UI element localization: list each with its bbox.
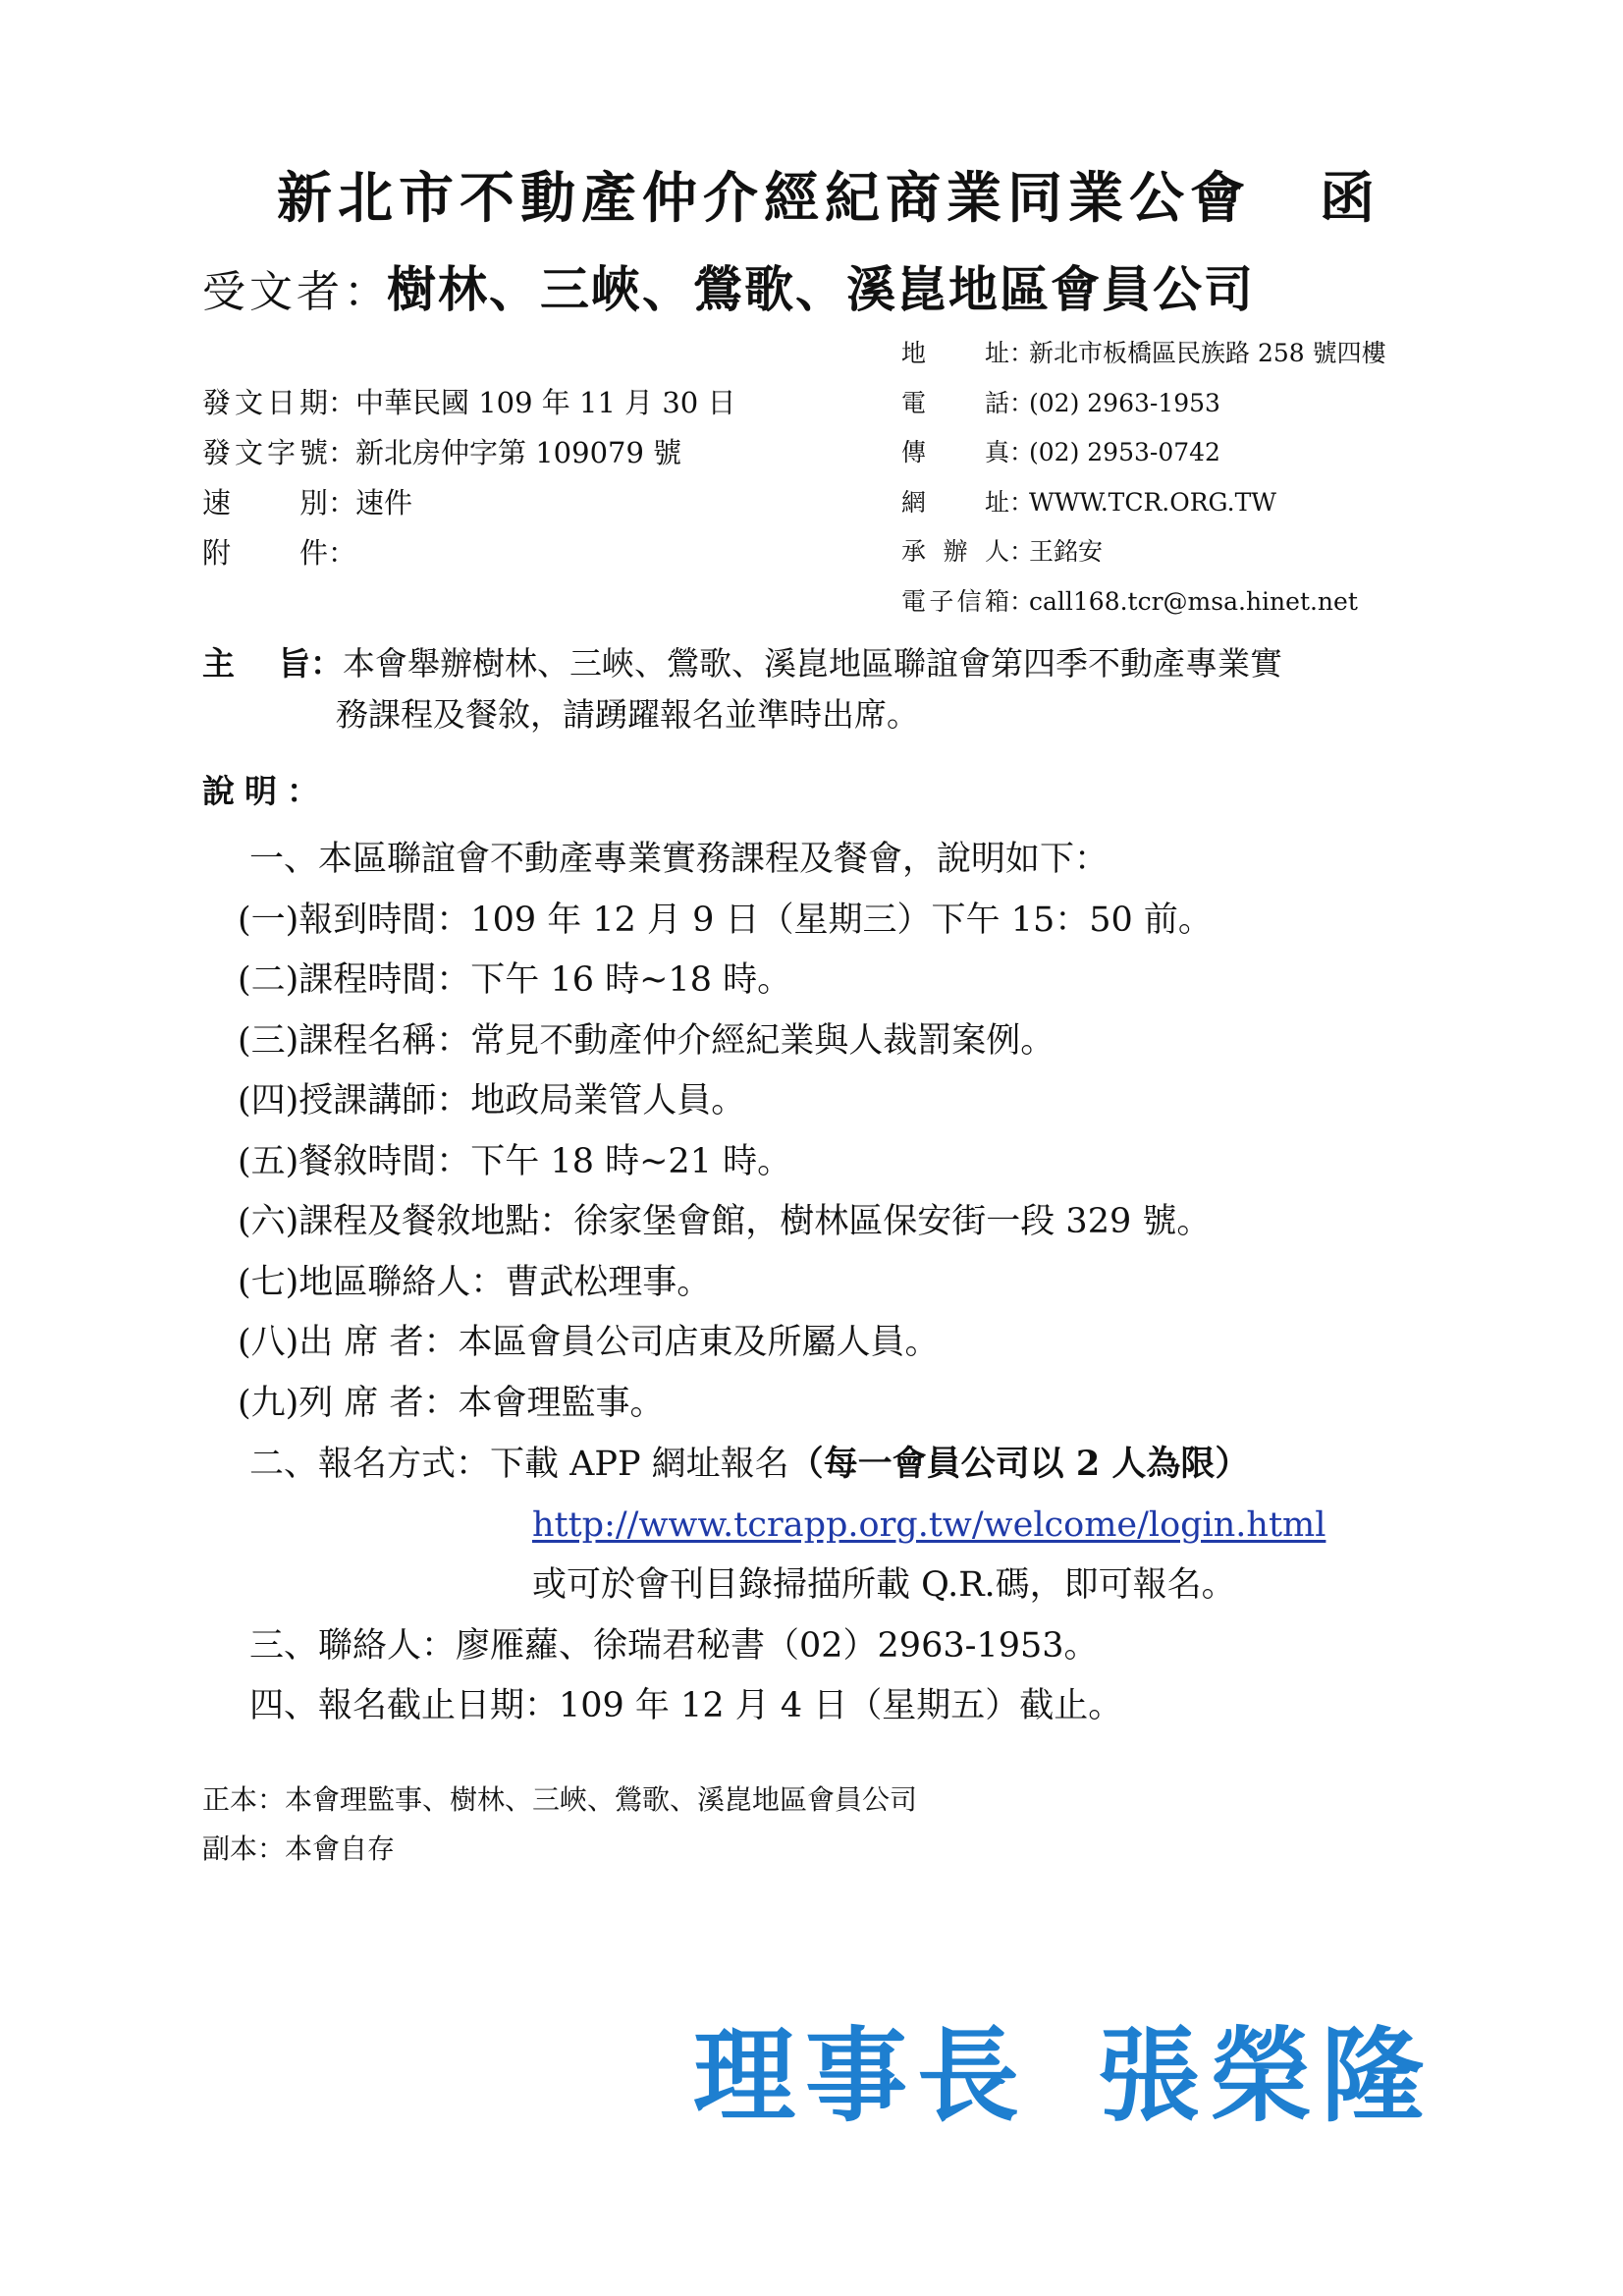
contact-fax-value: (02) 2953-0742: [1029, 438, 1220, 466]
contact-web-value: WWW.TCR.ORG.TW: [1029, 487, 1276, 517]
explanation-sub-5: (五)餐敘時間：下午 18 時~21 時。: [238, 1141, 792, 1181]
contact-email-value: call168.tcr@msa.hinet.net: [1029, 586, 1358, 616]
explanation-sub-6: (六)課程及餐敘地點：徐家堡會館，樹林區保安街一段 329 號。: [238, 1202, 1212, 1241]
contact-phone-value: (02) 2963-1953: [1029, 388, 1220, 417]
meta-speed-value: 速件: [355, 486, 413, 519]
explanation-sub-9: (九)列 席 者：本會理監事。: [238, 1383, 665, 1423]
meta-attach: 附件 ：: [202, 528, 735, 578]
explanation-item-4: 四、報名截止日期：109 年 12 月 4 日（星期五）截止。: [249, 1686, 1123, 1725]
explanation-sub-4: (四)授課講師：地政局業管人員。: [238, 1081, 746, 1121]
explanation-sub-3: (三)課程名稱：常見不動產仲介經紀業與人裁罰案例。: [238, 1020, 1055, 1061]
explanation-sub-7: (七)地區聯絡人：曹武松理事。: [238, 1262, 712, 1302]
registration-method-text: 二、報名方式：下載 APP 網址報名: [249, 1445, 789, 1484]
subject-line-1: 主旨：本會舉辦樹林、三峽、鶯歌、溪崑地區聯誼會第四季不動產專業實: [202, 638, 1282, 689]
recipient-sep: ：: [344, 267, 387, 317]
doc-type: 函: [1320, 166, 1380, 231]
signature-name: 張榮隆: [1098, 2016, 1434, 2136]
copies-duplicate: 副本：本會自存: [202, 1832, 396, 1865]
recipient-value: 樹林、三峽、鶯歌、溪崑地區會員公司: [387, 260, 1255, 318]
signature-stamp: [693, 1994, 1434, 2141]
registration-url-link[interactable]: http://www.tcrapp.org.tw/welcome/login.html: [532, 1504, 1326, 1545]
contact-handler: 承辦人 ： 王銘安: [901, 527, 1386, 577]
contact-web: 網址 ： WWW.TCR.ORG.TW: [901, 478, 1386, 528]
subject-label: 主旨: [202, 644, 310, 683]
contact-email: 電子信箱 ： call168.tcr@msa.hinet.net: [901, 577, 1386, 628]
contact-address-label: 地址: [901, 339, 1009, 367]
contact-address-value: 新北市板橋區民族路 258 號四樓: [1029, 339, 1386, 367]
contact-block: [901, 329, 1386, 627]
subject-block: [202, 638, 1282, 740]
registration-limit-text: （每一會員公司以 2 人為限）: [788, 1444, 1250, 1484]
contact-web-label: 網址: [901, 487, 1009, 517]
recipient-line: [202, 250, 1255, 321]
contact-phone-label: 電話: [901, 388, 1009, 417]
recipient-label: 受文者: [202, 267, 344, 317]
explanation-body: [238, 830, 1325, 1737]
explanation-sub-1: (一)報到時間：109 年 12 月 9 日（星期三）下午 15：50 前。: [238, 900, 1213, 940]
meta-number-label: 發文字號: [202, 436, 328, 469]
registration-url-line: [238, 1496, 1325, 1557]
registration-qr-line: 或可於會刊目錄掃描所載 Q.R.碼，即可報名。: [532, 1565, 1236, 1605]
explanation-sub-8: (八)出 席 者：本區會員公司店東及所屬人員。: [238, 1323, 940, 1362]
contact-handler-label: 承辦人: [901, 537, 1009, 566]
meta-number-value: 新北房仲字第 109079 號: [355, 436, 682, 469]
subject-line-2: 務課程及餐敘，請踴躍報名並準時出席。: [336, 695, 919, 734]
explanation-item-3: 三、聯絡人：廖雁蘿、徐瑞君秘書（02）2963-1953。: [249, 1625, 1099, 1666]
document-title: [277, 155, 1380, 234]
meta-block: [202, 378, 735, 578]
contact-handler-value: 王銘安: [1029, 537, 1104, 566]
meta-date-value: 中華民國 109 年 11 月 30 日: [355, 386, 736, 419]
contact-email-label: 電子信箱: [901, 586, 1009, 616]
explanation-item-2: [238, 1434, 1325, 1496]
contact-address: 地址 ： 新北市板橋區民族路 258 號四樓: [901, 329, 1386, 379]
copies-original: 正本：本會理監事、樹林、三峽、鶯歌、溪崑地區會員公司: [202, 1783, 918, 1816]
contact-fax-label: 傳真: [901, 438, 1009, 466]
contact-fax: 傳真 ： (02) 2953-0742: [901, 428, 1386, 478]
explanation-item-1: 一、本區聯誼會不動產專業實務課程及餐會，說明如下：: [249, 840, 1109, 879]
explanation-heading: 說明：: [202, 772, 329, 810]
explanation-sub-2: (二)課程時間：下午 16 時~18 時。: [238, 960, 792, 1000]
meta-date-label: 發文日期: [202, 386, 328, 419]
meta-attach-label: 附件: [202, 536, 328, 570]
signature-title: 理事長: [693, 2016, 1030, 2136]
copies-block: [202, 1776, 917, 1874]
org-name: 新北市不動產仲介經紀商業同業公會: [277, 166, 1251, 231]
contact-phone: 電話 ： (02) 2963-1953: [901, 379, 1386, 429]
meta-speed-label: 速別: [202, 486, 328, 519]
meta-date: 發文日期 ： 中華民國 109 年 11 月 30 日: [202, 378, 735, 428]
subject-text-1: 本會舉辦樹林、三峽、鶯歌、溪崑地區聯誼會第四季不動產專業實: [343, 644, 1282, 683]
meta-speed: 速別 ： 速件: [202, 478, 735, 528]
meta-number: 發文字號 ： 新北房仲字第 109079 號: [202, 428, 735, 478]
